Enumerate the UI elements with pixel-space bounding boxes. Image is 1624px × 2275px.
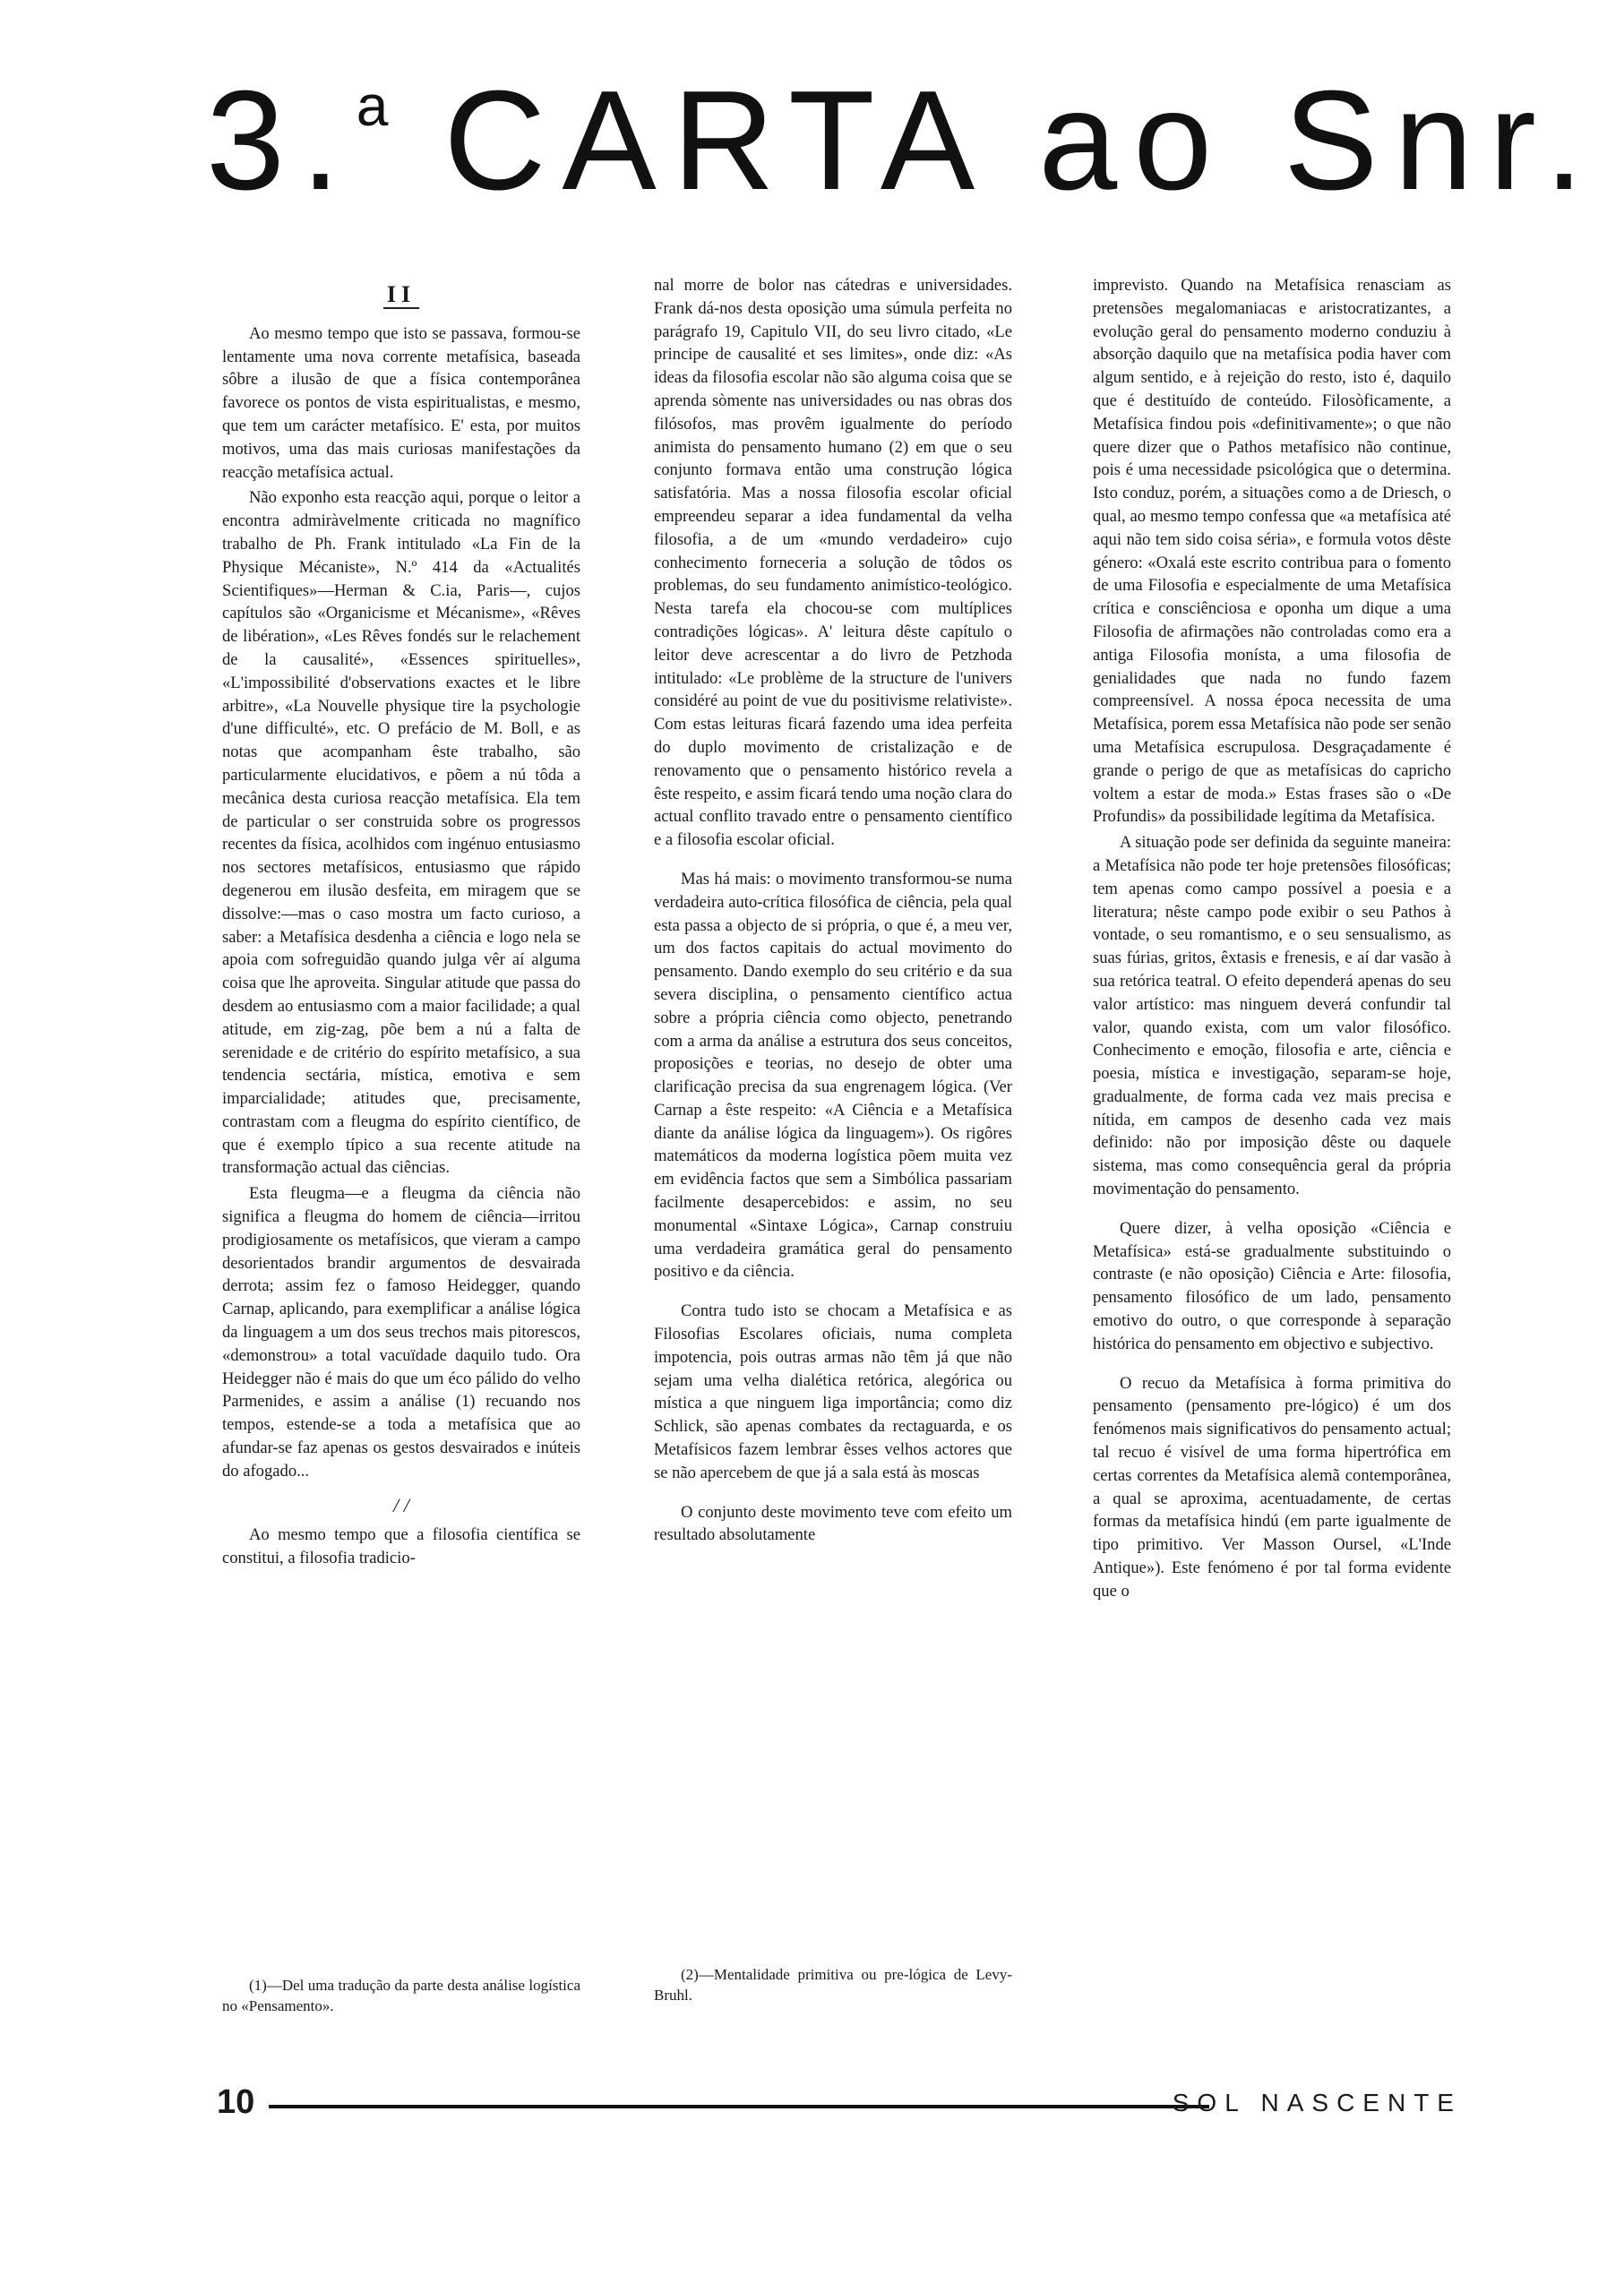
paragraph: Mas há mais: o movimento transformou-se numa verdadeira auto-crítica filosófica de ciência, pela qual esta passa a objecto de si própria, o que é, a meu ver, um dos factos capitais do actual movimento do pensamento. Dando exemplo do seu critério e da sua severa disciplina, o pensamento científico actua sobre a própria ciência como objecto, penetrando com a arma da análise a estrutura dos seus conceitos, proposições e teorias, no desejo de obter uma clarificação precisa da sua engrenagem lógica. (Ver Carnap a êste respeito: «A Ciência e a Metafísica diante da análise lógica da linguagem»). Os rigôres matemáticos da moderna logística põem muita vez em evidência factos que sem a Simbólica passariam facilmente desapercebidos: e assim, no seu monumental «Sintaxe Lógica», Carnap construiu uma verdadeira gramática geral do pensamento positivo e da ciência. (654, 869, 1012, 1282)
page-number: 10 (217, 2083, 255, 2121)
title-ordinal: a (356, 73, 389, 138)
footnote: (2)—Mentalidade primitiva ou pre-lógica de Levy-Bruhl. (654, 1966, 1012, 2004)
paragraph: nal morre de bolor nas cátedras e universidades. Frank dá-nos desta oposição uma súmula perfeita no parágrafo 19, Capitulo VII, do seu livro citado, «Le principe de causalité et ses limites», onde diz: «As ideas da filosofia escolar não são alguma coisa que se aprenda sòmente nas universidades ou nas obras dos filósofos, mas provêm igualmente do período animista do pensamento humano (2) em que o seu conjunto formava então uma construção lógica satisfatória. Mas a nossa filosofia escolar oficial empreendeu separar a idea fundamental da velha filosofia, a de um «mundo verdadeiro» cujo conhecimento forneceria a solução de tôdos os problemas, do seu fundamento animístico-teológico. Nesta tarefa ela chocou-se com multíplices contradições lógicas». A' leitura dêste capítulo o leitor deve acrescentar a do livro de Petzhoda intitulado: «Le problème de la structure de l'univers considéré au point de vue du positivisme relativiste». Com estas leituras ficará fazendo uma idea perfeita do duplo movimento de cristalização e de renovamento que o pensamento histórico revela a êste respeito, e assim ficará tendo uma noção clara do actual conflito travado entre o pensamento científico e a filosofia escolar oficial. (654, 276, 1012, 850)
column-2 (654, 274, 1012, 2004)
title-number: 3. (206, 62, 357, 219)
column-3 (1093, 274, 1451, 1603)
paragraph: A situação pode ser definida da seguinte maneira: a Metafísica não pode ter hoje pretensões filosóficas; tem apenas como campo possível a poesia e a literatura; nêste campo pode exibir o seu Pathos à vontade, o seu romantismo, e o seu sensualismo, as suas fúrias, gritos, êxtasis e frenesis, e aí dar vasão à sua retórica teatral. O efeito dependerá apenas do seu valor artístico: mas ninguem deverá confundir tal valor, quando exista, com um valor filosófico. Conhecimento e emoção, filosofia e arte, ciência e poesia, mística e investigação, separam-se hoje, gradualmente, de forma cada vez mais precisa e nítida, em campos de desenho cada vez mais definido: não por imposição dêste ou daquele sistema, mas como consequência geral da própria movimentação do pensamento. (1093, 833, 1451, 1199)
footnote-area (222, 1975, 580, 2016)
footnote: (1)—Del uma tradução da parte desta análise logística no «Pensamento». (222, 1977, 580, 2014)
paragraph: O recuo da Metafísica à forma primitiva do pensamento (pensamento pre-lógico) é um dos fenómenos mais significativos do pensamento actual; tal recuo é visível de uma forma hipertrófica em certas correntes da Metafísica alemã contemporânea, a qual se aproxima, acentuadamente, de certas formas da metafísica hindú (em parte igualmente de tipo primitivo. Ver Masson Oursel, «L'Inde Antique»). Este fenómeno é por tal forma evidente que o (1093, 1373, 1451, 1601)
title-text: CARTA ao Snr. (388, 62, 1601, 219)
article-title (206, 62, 1601, 219)
paragraph: Ao mesmo tempo que a filosofia científica se constitui, a filosofia tradicio- (222, 1525, 580, 1568)
column-1 (222, 278, 580, 2014)
section-separator: / / (393, 1493, 409, 1516)
section-mark (222, 283, 580, 306)
page-footer (217, 2083, 1462, 2128)
paragraph: O conjunto deste movimento teve com efeito um resultado absolutamente (654, 1502, 1012, 1545)
paragraph: Quere dizer, à velha oposição «Ciência e Metafísica» está-se gradualmente substituindo o contraste (e não oposição) Ciência e Arte: filosofia, pensamento filosófico de um lado, pensamento emotivo do outro, o que corresponde à separação histórica do pensamento em objectivo e subjectivo. (1093, 1218, 1451, 1353)
section-mark-label: II (383, 281, 419, 309)
paragraph: Ao mesmo tempo que isto se passava, formou-se lentamente uma nova corrente metafísica, baseada sôbre a ilusão de que a física contemporânea favorece os pontos de vista espiritualistas, e mesmo, que tem um carácter metafísico. E' esta, por muitos motivos, uma das mais curiosas manifestações da reacção metafísica actual. (222, 323, 580, 482)
paragraph: Esta fleugma—e a fleugma da ciência não significa a fleugma do homem de ciência—irritou prodigiosamente os metafísicos, que vieram a campo desorientados brandir argumentos de desvairada derrota; assim fez o famoso Heidegger, quando Carnap, aplicando, para exemplificar a análise lógica da linguagem a um dos seus trechos mais pitorescos, «demonstrou» a total vacuïdade daquilo tudo. Ora Heidegger não é mais do que um éco pálido do velho Parmenides, e assim a análise (1) recuando nos tempos, estende-se a toda a metafísica que ao afundar-se faz apenas os gestos desvairados e inúteis do afogado... (222, 1184, 580, 1481)
journal-name: SOL NASCENTE (1172, 2089, 1462, 2116)
paragraph: Contra tudo isto se chocam a Metafísica e as Filosofias Escolares oficiais, numa completa impotencia, pois outras armas não têm já que não sejam uma velha dialética retórica, alegórica ou mística a que ninguem liga importância; como diz Schlick, são apenas combates da rectaguarda, e os Metafísicos fazem lembrar êsses velhos actores que se não apercebem de que já a sala está às moscas (654, 1301, 1012, 1482)
footnote-area (654, 1964, 1012, 2005)
paragraph: imprevisto. Quando na Metafísica renasciam as pretensões megalomaniacas e aristocratizantes, a evolução geral do pensamento moderno conduziu à absorção daquilo que na metafísica podia haver com algum sentido, e à rejeição do resto, isto é, daquilo que é destituído de conteúdo. Filosòficamente, a Metafísica findou pois «definitivamente»; o que não quere dizer que o Pathos metafísico não continue, pois é uma necessidade psicológica que o determina. Isto conduz, porém, a situações como a de Driesch, o qual, ao mesmo tempo confessa que «a metafísica até aqui não tem sido coisa séria», e formula votos dêste género: «Oxalá este escrito contribua para o fomento de uma Filosofia e especialmente de uma Metafísica crítica e consciênciosa e oponha um dique a uma Filosofia de afirmações não controladas como era a antiga Filosofia monísta, a uma filosofia de genialidades que nada no fundo fazem compreensível. A nossa época necessita de uma Metafísica, porem essa Metafísica não pode ser senão uma Metafísica escrupulosa. Desgraçadamente é grande o perigo de que as metafísicas do capricho voltem a estar de moda.» Estas frases são o «De Profundis» da possibilidade legítima da Metafísica. (1093, 276, 1451, 827)
footer-rule (269, 2105, 1209, 2108)
paragraph: Não exponho esta reacção aqui, porque o leitor a encontra admiràvelmente criticada no magnífico trabalho de Ph. Frank intitulado «La Fin de la Physique Mécaniste», N.º 414 da «Actualités Scientifiques»—Herman & C.ia, Paris—, cujos capítulos são «Organicisme et Mécanisme», «Rêves de libération», «Les Rêves fondés sur le relachement de la causalité», «Essences spirituelles», «L'impossibilité d'observations exactes et le libre arbitre», «La Nouvelle physique tire la psychologie d'une difficulté», etc. O prefácio de M. Boll, e as notas que acompanham êste trabalho, são particularmente elucidativos, e põem a nú tôda a mecânica desta curiosa reacção metafísica. Ela tem de particular o ser construida sobre os progressos recentes da física, acolhidos com ingénuo entusiasmo nos sectores metafísicos, entusiasmo que rápido degenerou em ilusão desfeita, em miragem que se dissolve:—mas o caso mostra um facto curioso, a saber: a Metafísica desdenha a ciência e logo nela se apoia com sofreguidão quando julga vêr aí alguma coisa que lhe aproveita. Singular atitude que passa do desdem ao entusiasmo com a maior facilidade; a qual atitude, em zig-zag, põe bem a nú a falta de serenidade e de critério do espírito metafísico, a sua tendencia sectária, mística, emotiva e sem imparcialidade; atitudes que, precisamente, contrastam com a fleugma do espírito científico, de que é exemplo típico a sua recente atitude na transformação actual das ciências. (222, 488, 580, 1178)
